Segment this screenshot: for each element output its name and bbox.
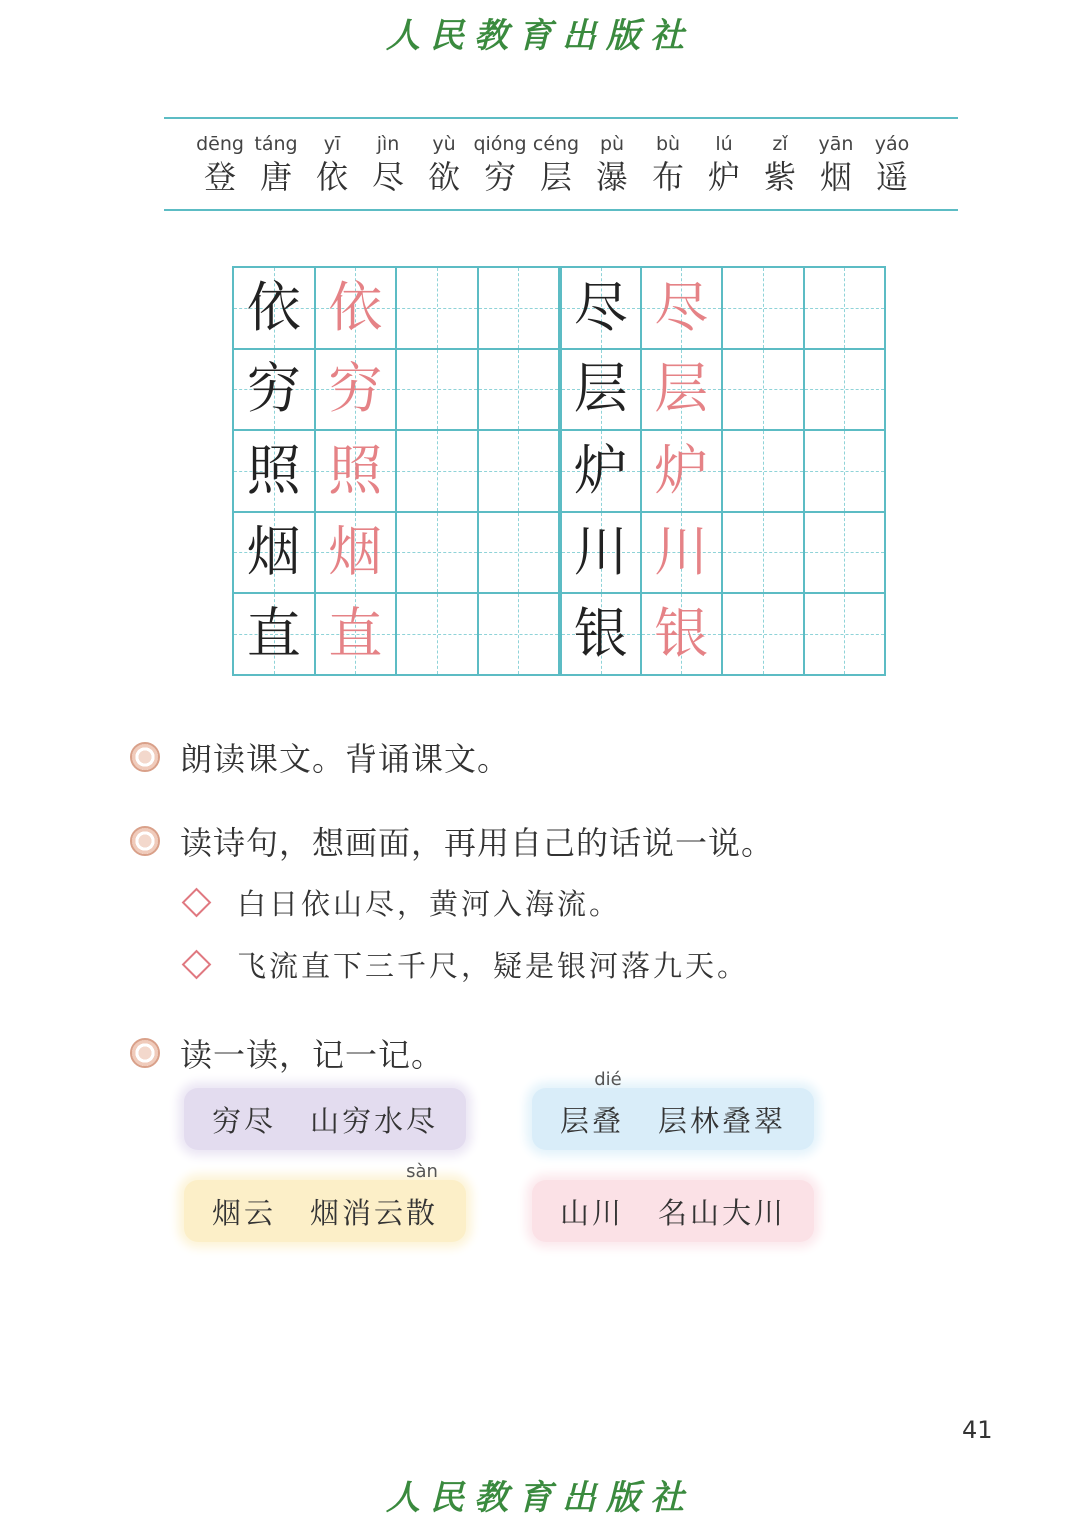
swirl-bullet-icon (130, 742, 160, 772)
vocab-char: 遥 (875, 158, 908, 196)
grid-cell (804, 512, 886, 594)
grid-cell (233, 349, 315, 431)
word-box-blue (532, 1068, 814, 1150)
grid-cell (233, 267, 315, 349)
grid-cell (396, 349, 478, 431)
grid-cell (559, 512, 641, 594)
vocab-item (192, 131, 248, 197)
grid-cell (559, 593, 641, 675)
ruby-char-san (406, 1160, 439, 1232)
vocab-item (416, 131, 472, 197)
grid-cell (722, 430, 804, 512)
poem-line-2 (182, 944, 749, 985)
grid-cell (396, 593, 478, 675)
trace-character: 依 (328, 275, 383, 339)
diamond-bullet-icon (182, 888, 212, 918)
idiom-shanqiongshuijin: 山穷水尽 (310, 1103, 439, 1138)
vocab-pinyin: dēng (196, 133, 244, 155)
vocab-item (472, 131, 528, 197)
vocab-char: 层 (539, 158, 572, 196)
model-character: 川 (573, 520, 628, 584)
word-qiongjin: 穷尽 (212, 1103, 277, 1138)
grid-cell (478, 430, 560, 512)
publisher-footer: 人民教育出版社 (386, 1478, 694, 1518)
char-die: 叠 (592, 1103, 625, 1138)
vocab-pinyin: jìn (376, 133, 400, 155)
model-character: 炉 (573, 438, 628, 502)
idiom-yanxiaoyunsan-pre: 烟消云 (310, 1195, 407, 1230)
vocab-char: 布 (651, 158, 684, 196)
grid-cell (478, 349, 560, 431)
grid-cell (233, 512, 315, 594)
grid-cell (641, 267, 723, 349)
page-number: 41 (962, 1416, 993, 1444)
vocab-item (864, 131, 920, 197)
trace-character: 照 (328, 438, 383, 502)
poem-line-1 (182, 882, 621, 923)
trace-character: 尽 (654, 275, 709, 339)
model-character: 照 (246, 438, 301, 502)
vocab-char: 唐 (259, 158, 292, 196)
grid-cell (722, 593, 804, 675)
grid-cell (722, 349, 804, 431)
vocab-item (360, 131, 416, 197)
word-box-pink (532, 1180, 814, 1242)
grid-cell (559, 430, 641, 512)
grid-cell (641, 593, 723, 675)
vocab-item (584, 131, 640, 197)
grid-cell (559, 349, 641, 431)
exercise-3-text: 读一读，记一记。 (180, 1036, 445, 1074)
vocab-item (640, 131, 696, 197)
vocab-pinyin: qióng (473, 133, 527, 155)
vocab-item (304, 131, 360, 197)
word-box-purple (184, 1088, 466, 1150)
grid-cell (641, 349, 723, 431)
vocab-char: 依 (315, 158, 348, 196)
grid-cell (315, 512, 397, 594)
vocab-char: 尽 (371, 158, 404, 196)
vocab-pinyin: bù (655, 133, 681, 155)
grid-cell (396, 267, 478, 349)
vocab-pinyin: céng (532, 133, 580, 155)
vocab-char: 穷 (483, 158, 516, 196)
pinyin-san: sàn (406, 1160, 438, 1182)
trace-character: 烟 (328, 520, 383, 584)
model-character: 烟 (246, 520, 301, 584)
grid-cell (233, 593, 315, 675)
poem-line-2-text: 飞流直下三千尺，疑是银河落九天。 (237, 949, 750, 983)
trace-character: 层 (654, 357, 709, 421)
poem-line-1-text: 白日依山尽，黄河入海流。 (237, 887, 622, 921)
word-yanyun: 烟云 (212, 1195, 277, 1230)
vocab-pinyin: yān (818, 133, 854, 155)
vocab-item (752, 131, 808, 197)
grid-cell (478, 512, 560, 594)
trace-character: 川 (654, 520, 709, 584)
vocab-char: 登 (203, 158, 236, 196)
model-character: 穷 (246, 357, 301, 421)
ruby-char-die (592, 1068, 625, 1140)
writing-grid (232, 266, 886, 676)
grid-cell (804, 430, 886, 512)
vocab-pinyin: yù (432, 133, 456, 155)
grid-cell (804, 267, 886, 349)
vocab-char: 烟 (819, 158, 852, 196)
idiom-yanxiaoyunsan (310, 1160, 439, 1232)
grid-cell (804, 593, 886, 675)
word-box-yellow (184, 1160, 466, 1242)
exercise-2-text: 读诗句，想画面，再用自己的话说一说。 (180, 824, 775, 862)
grid-cell (478, 267, 560, 349)
word-shanchuan: 山川 (560, 1195, 625, 1230)
model-character: 尽 (573, 275, 628, 339)
vocab-char: 炉 (707, 158, 740, 196)
model-character: 银 (573, 601, 628, 665)
pinyin-die: dié (594, 1068, 622, 1090)
model-character: 直 (246, 601, 301, 665)
grid-cell (315, 430, 397, 512)
grid-cell (396, 512, 478, 594)
vocabulary-band (164, 117, 958, 211)
vocab-pinyin: yáo (874, 133, 910, 155)
exercise-1-text: 朗读课文。背诵课文。 (180, 740, 511, 778)
grid-cell (722, 512, 804, 594)
grid-cell (233, 430, 315, 512)
trace-character: 直 (328, 601, 383, 665)
vocab-item (248, 131, 304, 197)
trace-character: 穷 (328, 357, 383, 421)
vocab-char: 瀑 (595, 158, 628, 196)
vocab-pinyin: pù (599, 133, 625, 155)
trace-character: 炉 (654, 438, 709, 502)
word-cengdie-pre: 层 (560, 1103, 593, 1138)
grid-cell (315, 267, 397, 349)
exercise-2 (130, 818, 774, 864)
exercise-3 (130, 1030, 444, 1076)
diamond-bullet-icon (182, 950, 212, 980)
grid-cell (804, 349, 886, 431)
swirl-bullet-icon (130, 826, 160, 856)
idiom-cenglindiecui: 层林叠翠 (658, 1103, 787, 1138)
grid-cell (478, 593, 560, 675)
vocab-char: 欲 (427, 158, 460, 196)
idiom-mingshandachuan: 名山大川 (658, 1195, 787, 1230)
vocabulary-row (192, 131, 920, 197)
trace-character: 银 (654, 601, 709, 665)
vocab-item (696, 131, 752, 197)
vocab-item (528, 131, 584, 197)
grid-cell (722, 267, 804, 349)
swirl-bullet-icon (130, 1038, 160, 1068)
grid-cell (396, 430, 478, 512)
vocab-pinyin: lú (715, 133, 733, 155)
char-san: 散 (406, 1195, 439, 1230)
vocab-pinyin: zǐ (772, 133, 788, 155)
vocab-item (808, 131, 864, 197)
grid-cell (641, 430, 723, 512)
grid-cell (315, 349, 397, 431)
model-character: 层 (573, 357, 628, 421)
grid-cell (315, 593, 397, 675)
word-cengdie (560, 1068, 658, 1140)
grid-cell (641, 512, 723, 594)
exercise-1 (130, 734, 510, 780)
vocab-pinyin: yī (323, 133, 341, 155)
grid-cell (559, 267, 641, 349)
vocab-char: 紫 (763, 158, 796, 196)
publisher-header: 人民教育出版社 (386, 16, 694, 56)
model-character: 依 (246, 275, 301, 339)
vocab-pinyin: táng (254, 133, 298, 155)
